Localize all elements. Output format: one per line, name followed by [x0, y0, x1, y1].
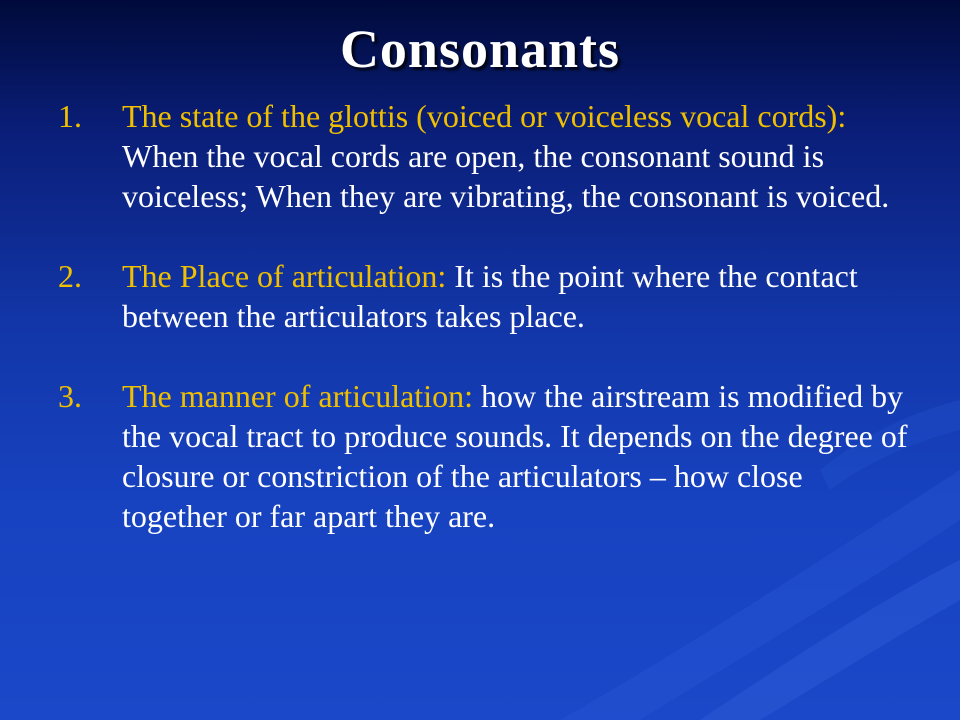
list-item-manner [58, 376, 908, 536]
list-item-text: It is the point where the contact between the articulators takes place. [122, 258, 858, 334]
list-item-text: how the airstream is modified by the vocal tract to produce sounds. It depends on the degree of closure or constriction of the articulators – how close together or far apart they are. [122, 378, 908, 534]
list-item-text: When the vocal cords are open, the consonant sound is voiceless; When they are vibrating, the consonant is voiced. [122, 138, 890, 214]
list-item-number: 1. [58, 98, 82, 134]
list-item-glottis [58, 96, 908, 216]
list-item-term: The manner of articulation: [122, 378, 481, 414]
list-item-term: The state of the glottis (voiced or voiceless vocal cords): [122, 98, 847, 134]
consonant-feature-list [58, 96, 908, 576]
slide-title: Consonants [339, 19, 621, 79]
list-item-place [58, 256, 908, 336]
list-item-number: 3. [58, 378, 82, 414]
list-item-term: The Place of articulation: [122, 258, 455, 294]
list-item-number: 2. [58, 258, 82, 294]
